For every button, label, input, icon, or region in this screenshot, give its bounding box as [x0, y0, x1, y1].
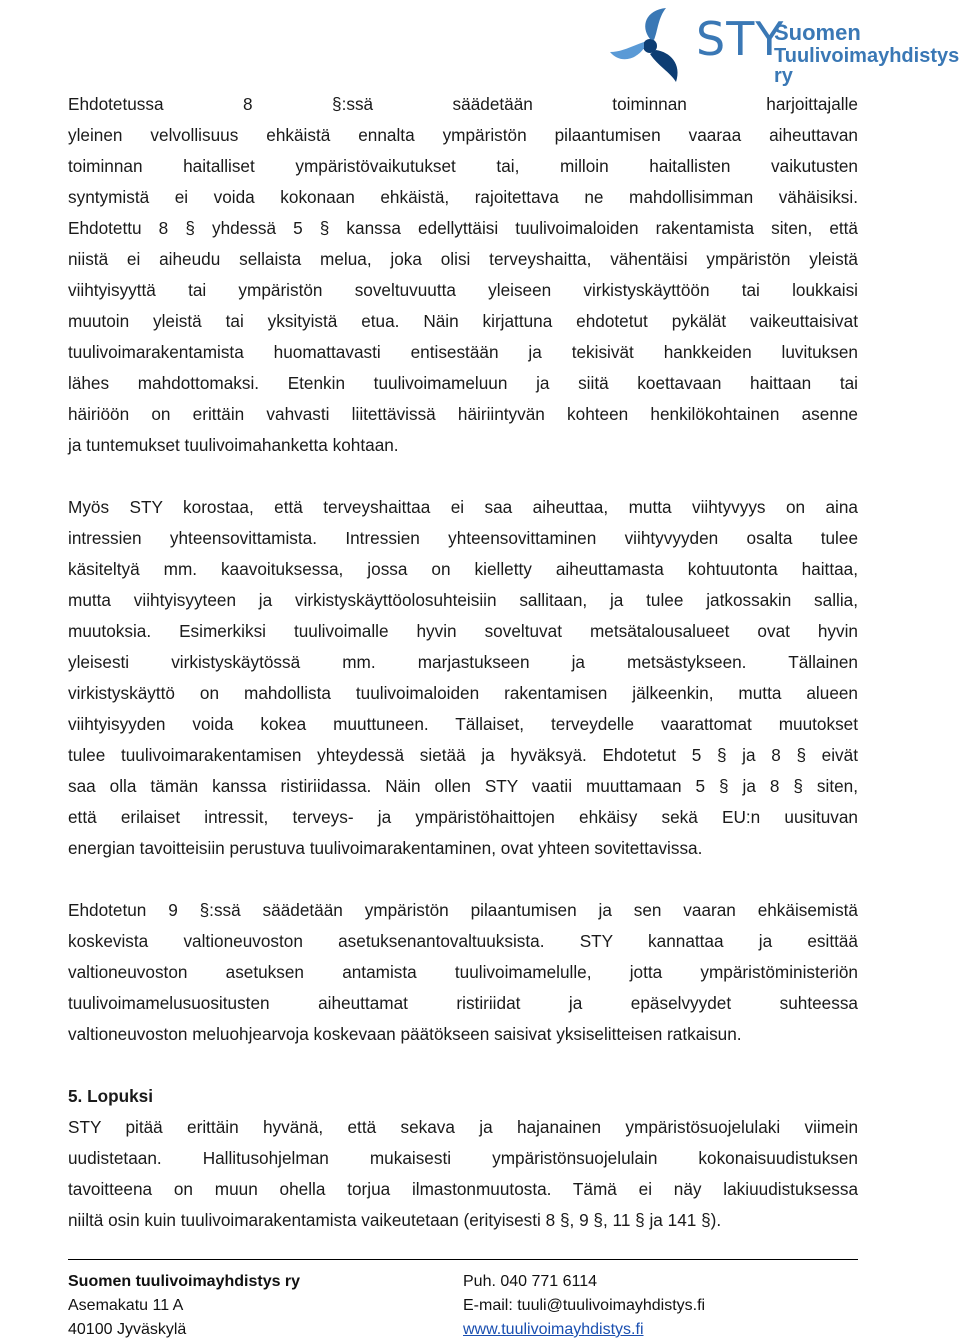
logo-name-line2: Tuulivoimayhdistys ry: [774, 45, 960, 87]
text-line: toiminnan haitalliset ympäristövaikutukset tai, milloin haitallisten vaikutusten: [68, 156, 858, 176]
text-line: Ehdotettu 8 § yhdessä 5 § kanssa edellyttäisi tuulivoimaloiden rakentamista siten, että: [68, 218, 858, 238]
paragraph-section-8: [68, 89, 858, 461]
text-line: tulee tuulivoimarakentamisen yhteydessä sietää ja hyväksyä. Ehdotetut 5 § ja 8 § eivät: [68, 745, 858, 765]
footer-org-name: Suomen tuulivoimayhdistys ry: [68, 1273, 301, 1290]
footer-divider: [68, 1259, 858, 1260]
text-line: niistä ei aiheudu sellaista melua, joka olisi terveyshaitta, vähentäisi ympäristön yleistä: [68, 249, 858, 269]
footer-email: E-mail: tuuli@tuulivoimayhdistys.fi: [463, 1297, 706, 1314]
text-line: tuulivoimarakentamista huomattavasti entisestään ja tekisivät hankkeiden luvituksen: [68, 342, 858, 362]
text-line: lähes mahdottomaksi. Etenkin tuulivoimameluun ja siitä koettavaan haittaan tai: [68, 373, 858, 393]
footer-city: 40100 Jyväskylä: [68, 1321, 187, 1338]
text-line: yleisesti virkistyskäytössä mm. marjastukseen ja metsästykseen. Tällainen: [68, 652, 858, 672]
footer-contact: [463, 1270, 705, 1342]
text-line: muutoksia. Esimerkiksi tuulivoimalle hyvin soveltuvat metsätalousalueet ovat hyvin: [68, 621, 858, 641]
text-line: valtioneuvoston asetuksen antamista tuulivoimamelulle, jotta ympäristöministeriön: [68, 962, 858, 982]
text-line: häiriöön on erittäin vahvasti liitettävissä häiriintyvän kohteen henkilökohtainen asenne: [68, 404, 858, 424]
paragraph-conclusion: [68, 1112, 858, 1236]
text-line: niiltä osin kuin tuulivoimarakentamista vaikeutetaan (erityisesti 8 §, 9 §, 11 § ja 141 §).: [68, 1210, 722, 1230]
text-line: Ehdotetun 9 §:ssä säädetään ympäristön pilaantumisen ja sen vaaran ehkäisemistä: [68, 900, 858, 920]
text-line: tuulivoimamelusuositusten aiheuttamat ristiriidat ja epäselvyydet suhteessa: [68, 993, 858, 1013]
logo-name-line1: Suomen: [774, 20, 861, 45]
text-line: että erilaiset intressit, terveys- ja ympäristöhaittojen ehkäisy sekä EU:n uusituvan: [68, 807, 858, 827]
footer-address: [68, 1270, 300, 1342]
footer-website-link[interactable]: www.tuulivoimayhdistys.fi: [463, 1321, 644, 1338]
sty-logo: [606, 2, 960, 88]
text-line: viihtyisyyttä tai ympäristön soveltuvuutta yleiseen virkistyskäyttöön tai loukkaisi: [68, 280, 858, 300]
text-line: syntymistä ei voida kokonaan ehkäistä, rajoitettava ne mahdollisimman vähäisiksi.: [68, 187, 858, 207]
paragraph-section-9: [68, 895, 858, 1050]
text-line: viihtyisyyden voida kokea muuttuneen. Tällaiset, terveydelle vaarattomat muutokset: [68, 714, 858, 734]
text-line: uudistetaan. Hallitusohjelman mukaisesti ympäristönsuojelulain kokonaisuudistuksen: [68, 1148, 858, 1168]
wind-turbine-logo-icon: [606, 2, 692, 88]
document-body: [68, 89, 858, 1236]
text-line: käsiteltyä mm. kaavoituksessa, jossa on kielletty aiheuttamasta kohtuutonta haittaa,: [68, 559, 858, 579]
text-line: ja tuntemukset tuulivoimahanketta kohtaan.: [68, 435, 399, 455]
logo-abbreviation: STY: [696, 12, 785, 66]
text-line: energian tavoitteisiin perustuva tuulivoimarakentaminen, ovat yhteen sovitettavissa.: [68, 838, 703, 858]
text-line: tavoitteena on muun ohella torjua ilmastonmuutosta. Tämä ei näy lakiuudistuksessa: [68, 1179, 858, 1199]
text-line: Ehdotetussa 8 §:ssä säädetään toiminnan harjoittajalle: [68, 94, 858, 114]
text-line: mutta viihtyisyyteen ja virkistyskäyttöolosuhteisiin sallitaan, ja tulee jatkossakin sallia,: [68, 590, 858, 610]
paragraph-sty-view: [68, 492, 858, 864]
text-line: muutoin yleistä tai yksityistä etua. Näin kirjattuna ehdotetut pykälät vaikeuttaisivat: [68, 311, 858, 331]
text-line: Myös STY korostaa, että terveyshaittaa ei saa aiheuttaa, mutta viihtyvyys on aina: [68, 497, 858, 517]
footer-phone: Puh. 040 771 6114: [463, 1273, 598, 1290]
text-line: intressien yhteensovittamista. Intressien yhteensovittaminen viihtyvyyden osalta tulee: [68, 528, 858, 548]
text-line: koskevista valtioneuvoston asetuksenantovaltuuksista. STY kannattaa ja esittää: [68, 931, 858, 951]
section-heading: 5. Lopuksi: [68, 1086, 153, 1106]
text-line: valtioneuvoston meluohjearvoja koskevaan päätökseen saisivat yksiselitteisen ratkaisun.: [68, 1024, 742, 1044]
text-line: yleinen velvollisuus ehkäistä ennalta ympäristön pilaantumisen vaaraa aiheuttavan: [68, 125, 858, 145]
text-line: virkistyskäyttö on mahdollista tuulivoimaloiden rakentamisen jälkeenkin, mutta alueen: [68, 683, 858, 703]
text-line: STY pitää erittäin hyvänä, että sekava ja hajanainen ympäristösuojelulaki viimein: [68, 1117, 858, 1137]
text-line: saa olla tämän kanssa ristiriidassa. Näin ollen STY vaatii muuttamaan 5 § ja 8 § siten,: [68, 776, 858, 796]
footer-street: Asemakatu 11 A: [68, 1297, 184, 1314]
